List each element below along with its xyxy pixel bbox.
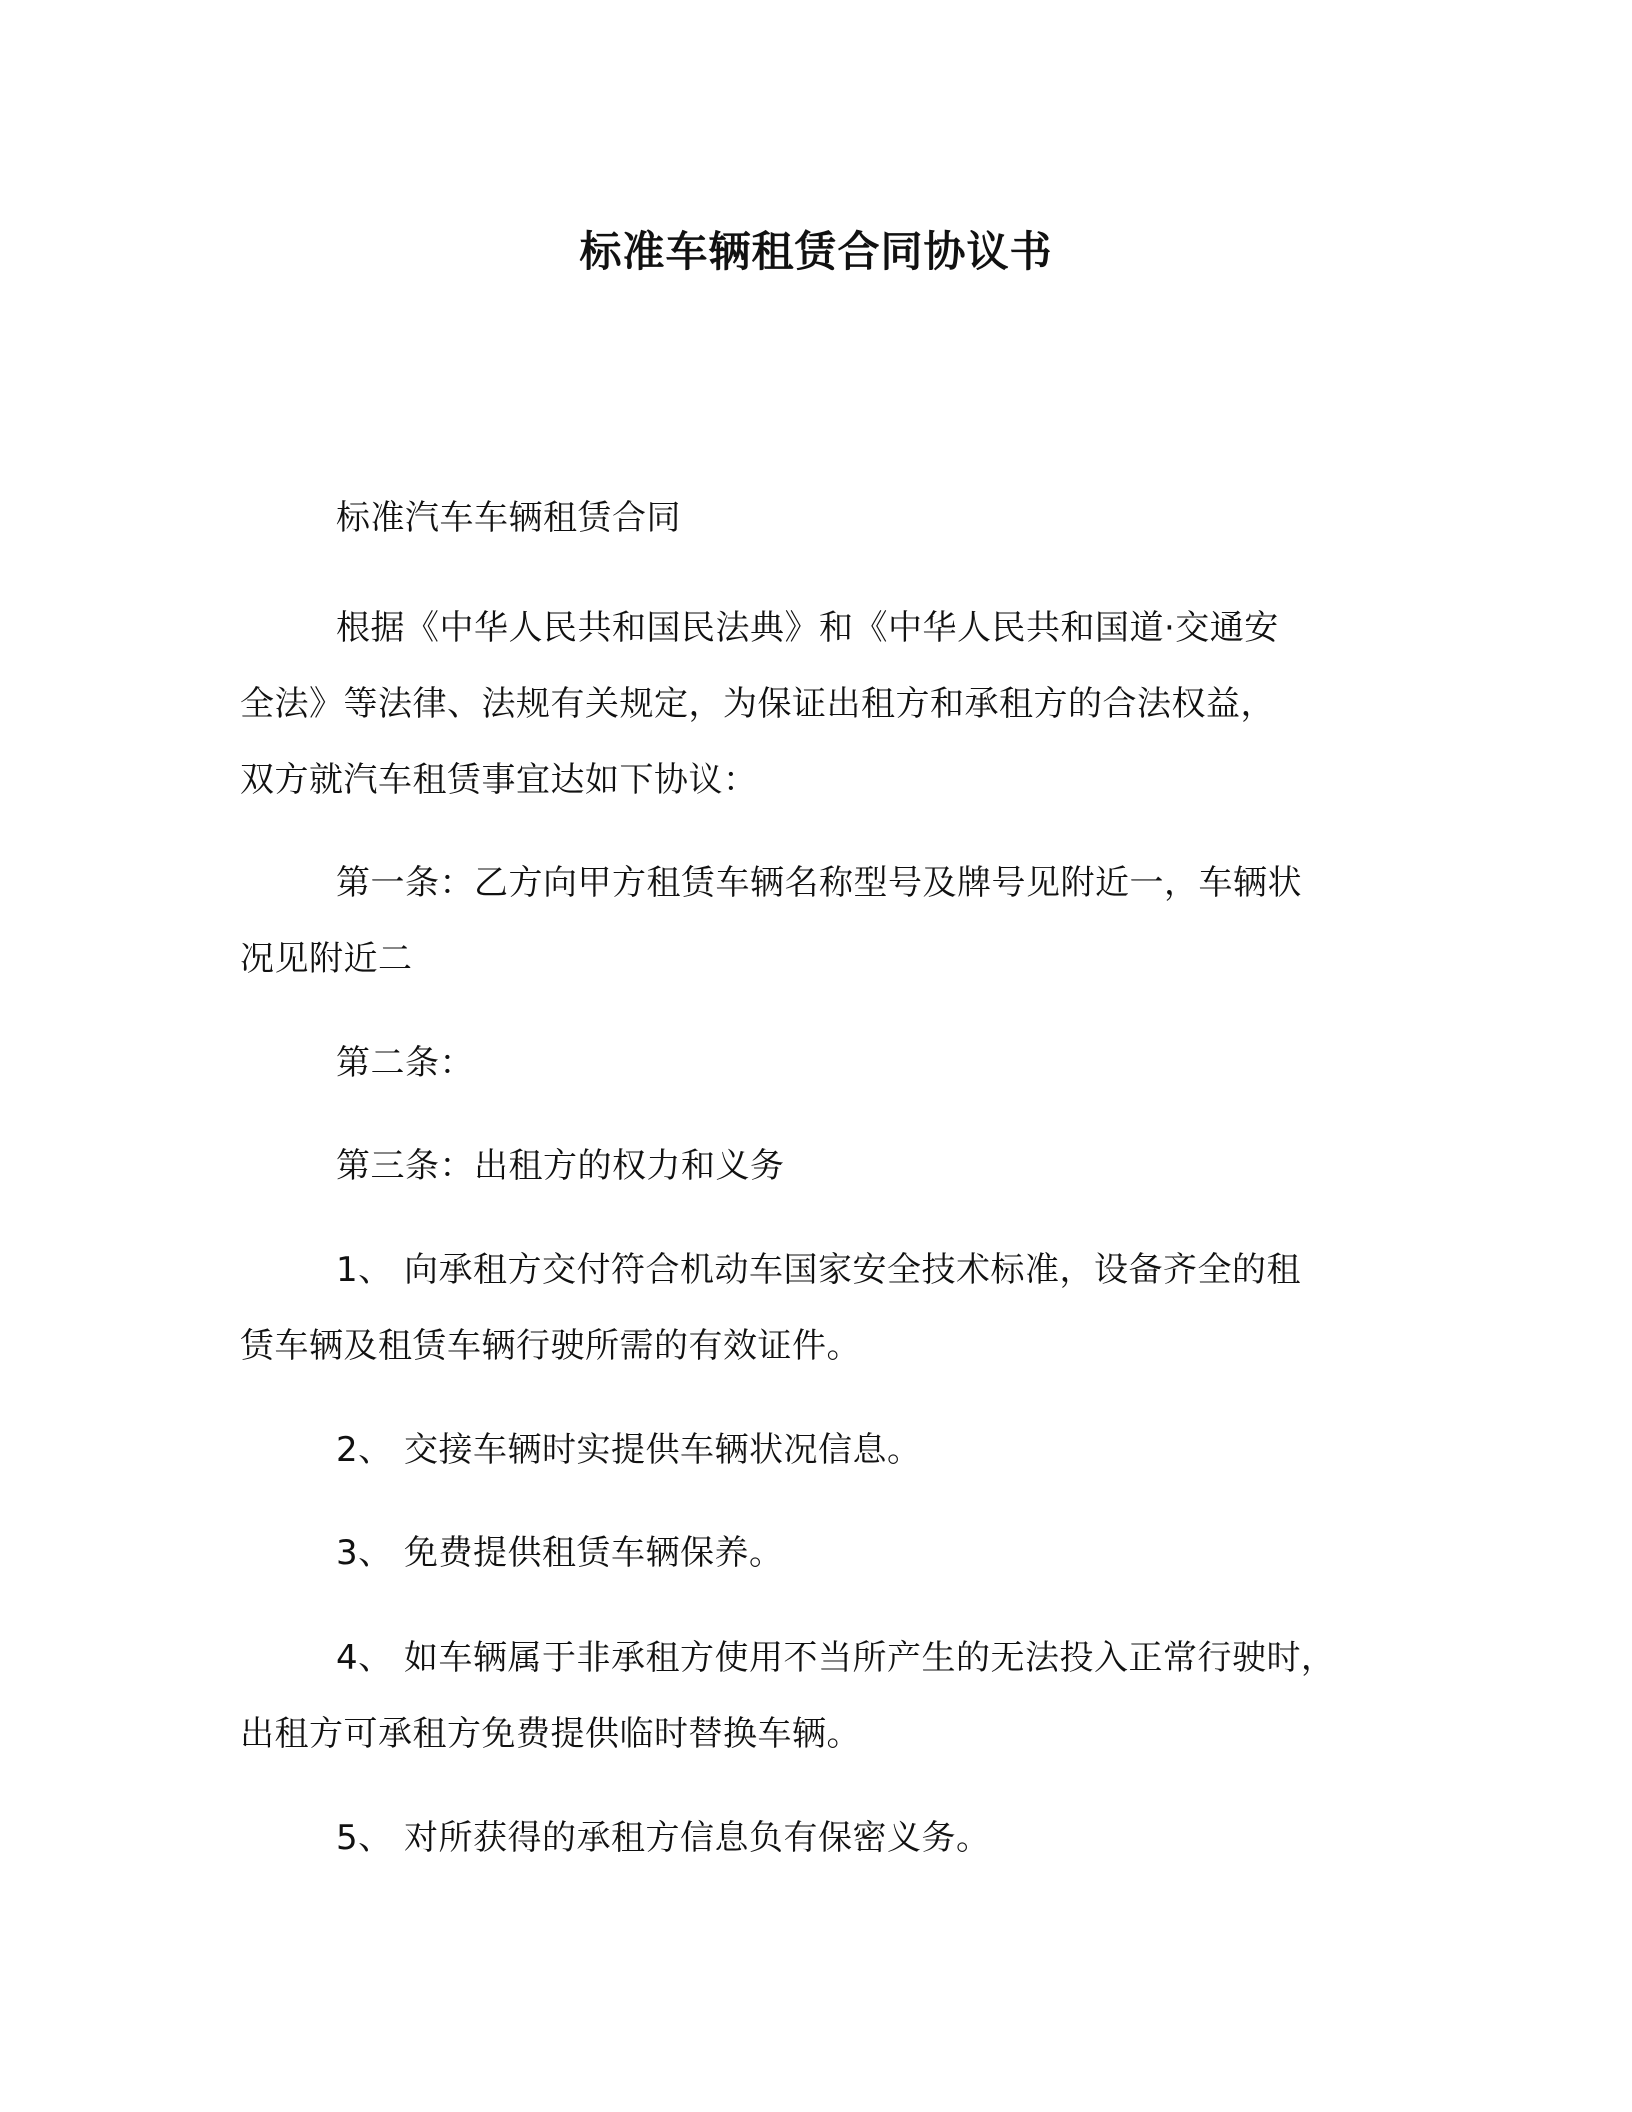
article-2-text: 第二条： <box>336 1043 474 1083</box>
article-3-text: 第三条：出租方的权力和义务 <box>336 1146 785 1186</box>
article-2 <box>240 1025 1390 1101</box>
intro-paragraph <box>240 590 1390 818</box>
list-item-3 <box>240 1515 1390 1591</box>
list-item-2 <box>240 1412 1390 1488</box>
item-4-line-2: 出租方可承租方免费提供临时替换车辆。 <box>240 1714 861 1754</box>
intro-line-2: 全法》等法律、法规有关规定，为保证出租方和承租方的合法权益， <box>240 684 1275 724</box>
item-3-text: 3、 免费提供租赁车辆保养。 <box>336 1533 784 1573</box>
intro-line-1: 根据《中华人民共和国民法典》和《中华人民共和国道·交通安 <box>336 608 1279 648</box>
article-1-line-1: 第一条：乙方向甲方租赁车辆名称型号及牌号见附近一，车辆状 <box>336 863 1302 903</box>
article-1 <box>240 845 1390 997</box>
item-1-line-2: 赁车辆及租赁车辆行驶所需的有效证件。 <box>240 1326 861 1366</box>
article-3 <box>240 1128 1390 1204</box>
list-item-4 <box>240 1620 1390 1772</box>
list-item-5 <box>240 1800 1390 1876</box>
document-title: 标准车辆租赁合同协议书 <box>579 227 1053 276</box>
intro-line-3: 双方就汽车租赁事宜达如下协议： <box>240 760 758 800</box>
item-1-line-1: 1、 向承租方交付符合机动车国家安全技术标准，设备齐全的租 <box>336 1250 1301 1290</box>
subtitle-text: 标准汽车车辆租赁合同 <box>336 498 681 538</box>
item-2-text: 2、 交接车辆时实提供车辆状况信息。 <box>336 1430 922 1470</box>
list-item-1 <box>240 1232 1390 1384</box>
contract-subtitle <box>240 480 1390 556</box>
item-4-line-1: 4、 如车辆属于非承租方使用不当所产生的无法投入正常行驶时， <box>336 1638 1336 1678</box>
item-5-text: 5、 对所获得的承租方信息负有保密义务。 <box>336 1818 991 1858</box>
article-1-line-2: 况见附近二 <box>240 939 413 979</box>
